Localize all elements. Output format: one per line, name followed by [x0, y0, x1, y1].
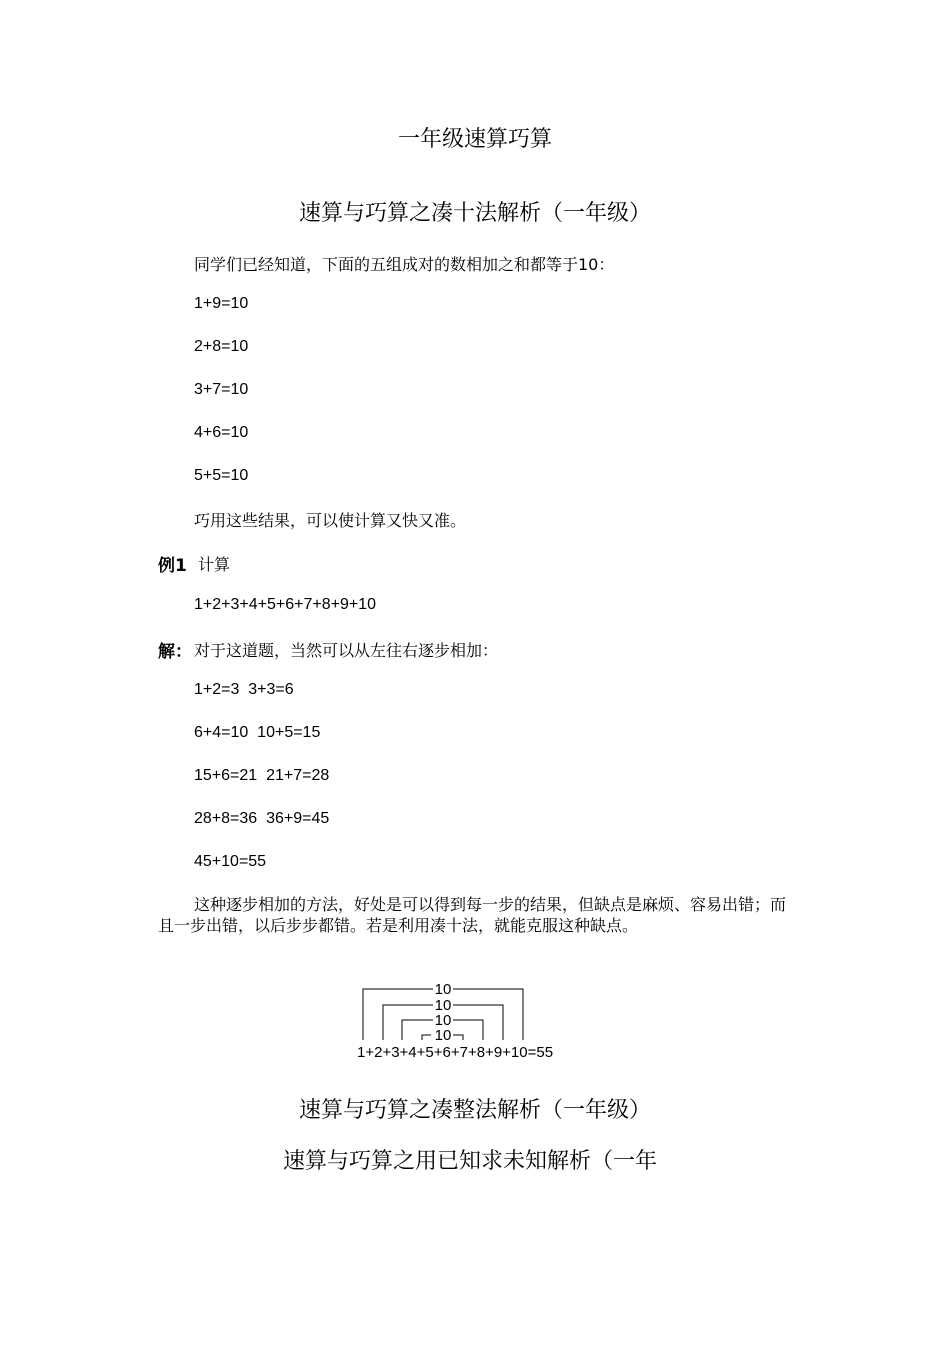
pair-equation: 1+9=10 [194, 295, 249, 312]
solution-step: 1+2=3 3+3=6 [194, 681, 294, 698]
conclusion-paragraph: 这种逐步相加的方法，好处是可以得到每一步的结果，但缺点是麻烦、容易出错；而且一步出错，以后步步都错。若是利用凑十法，就能克服这种缺点。 [158, 895, 787, 935]
make-ten-bracket-diagram [355, 980, 595, 1062]
bracket-label: 10 [434, 1012, 452, 1029]
bracket-line-3-left [402, 1020, 433, 1040]
bracket-line-outer-left [363, 989, 433, 1040]
solution-step: 45+10=55 [194, 853, 267, 870]
pair-equation: 2+8=10 [194, 338, 249, 355]
pair-equation: 4+6=10 [194, 424, 249, 441]
example-label: 例1 [158, 556, 187, 576]
section-heading-known-unknown: 速算与巧算之用已知求未知解析（一年 [282, 1149, 657, 1174]
solution-label: 解： [158, 642, 192, 662]
bracket-line-4-left [422, 1035, 431, 1040]
solution-step: 28+8=36 36+9=45 [194, 810, 330, 827]
bracket-line-outer-right [453, 989, 523, 1040]
bracket-line-4-right [453, 1035, 463, 1040]
solution-step: 6+4=10 10+5=15 [194, 724, 321, 741]
bracket-label: 10 [434, 997, 452, 1014]
example-text: 计算 [198, 555, 231, 574]
diagram-equation: 1+2+3+4+5+6+7+8+9+10=55 [357, 1044, 554, 1061]
example-expression: 1+2+3+4+5+6+7+8+9+10 [194, 596, 376, 613]
pair-equation: 3+7=10 [194, 381, 249, 398]
section-heading-make-whole: 速算与巧算之凑整法解析（一年级） [298, 1098, 651, 1123]
solution-step: 15+6=21 21+7=28 [194, 767, 330, 784]
tip-text: 巧用这些结果，可以使计算又快又准。 [194, 511, 467, 530]
bracket-label: 10 [434, 981, 452, 998]
pair-equation: 5+5=10 [194, 467, 249, 484]
solution-text: 对于这道题，当然可以从左往右逐步相加： [194, 641, 499, 660]
section-heading-make-ten: 速算与巧算之凑十法解析（一年级） [298, 201, 651, 226]
bracket-line-3-right [453, 1020, 483, 1040]
intro-text: 同学们已经知道，下面的五组成对的数相加之和都等于10： [194, 255, 615, 274]
bracket-label: 10 [434, 1027, 452, 1044]
document-title: 一年级速算巧算 [397, 127, 552, 152]
